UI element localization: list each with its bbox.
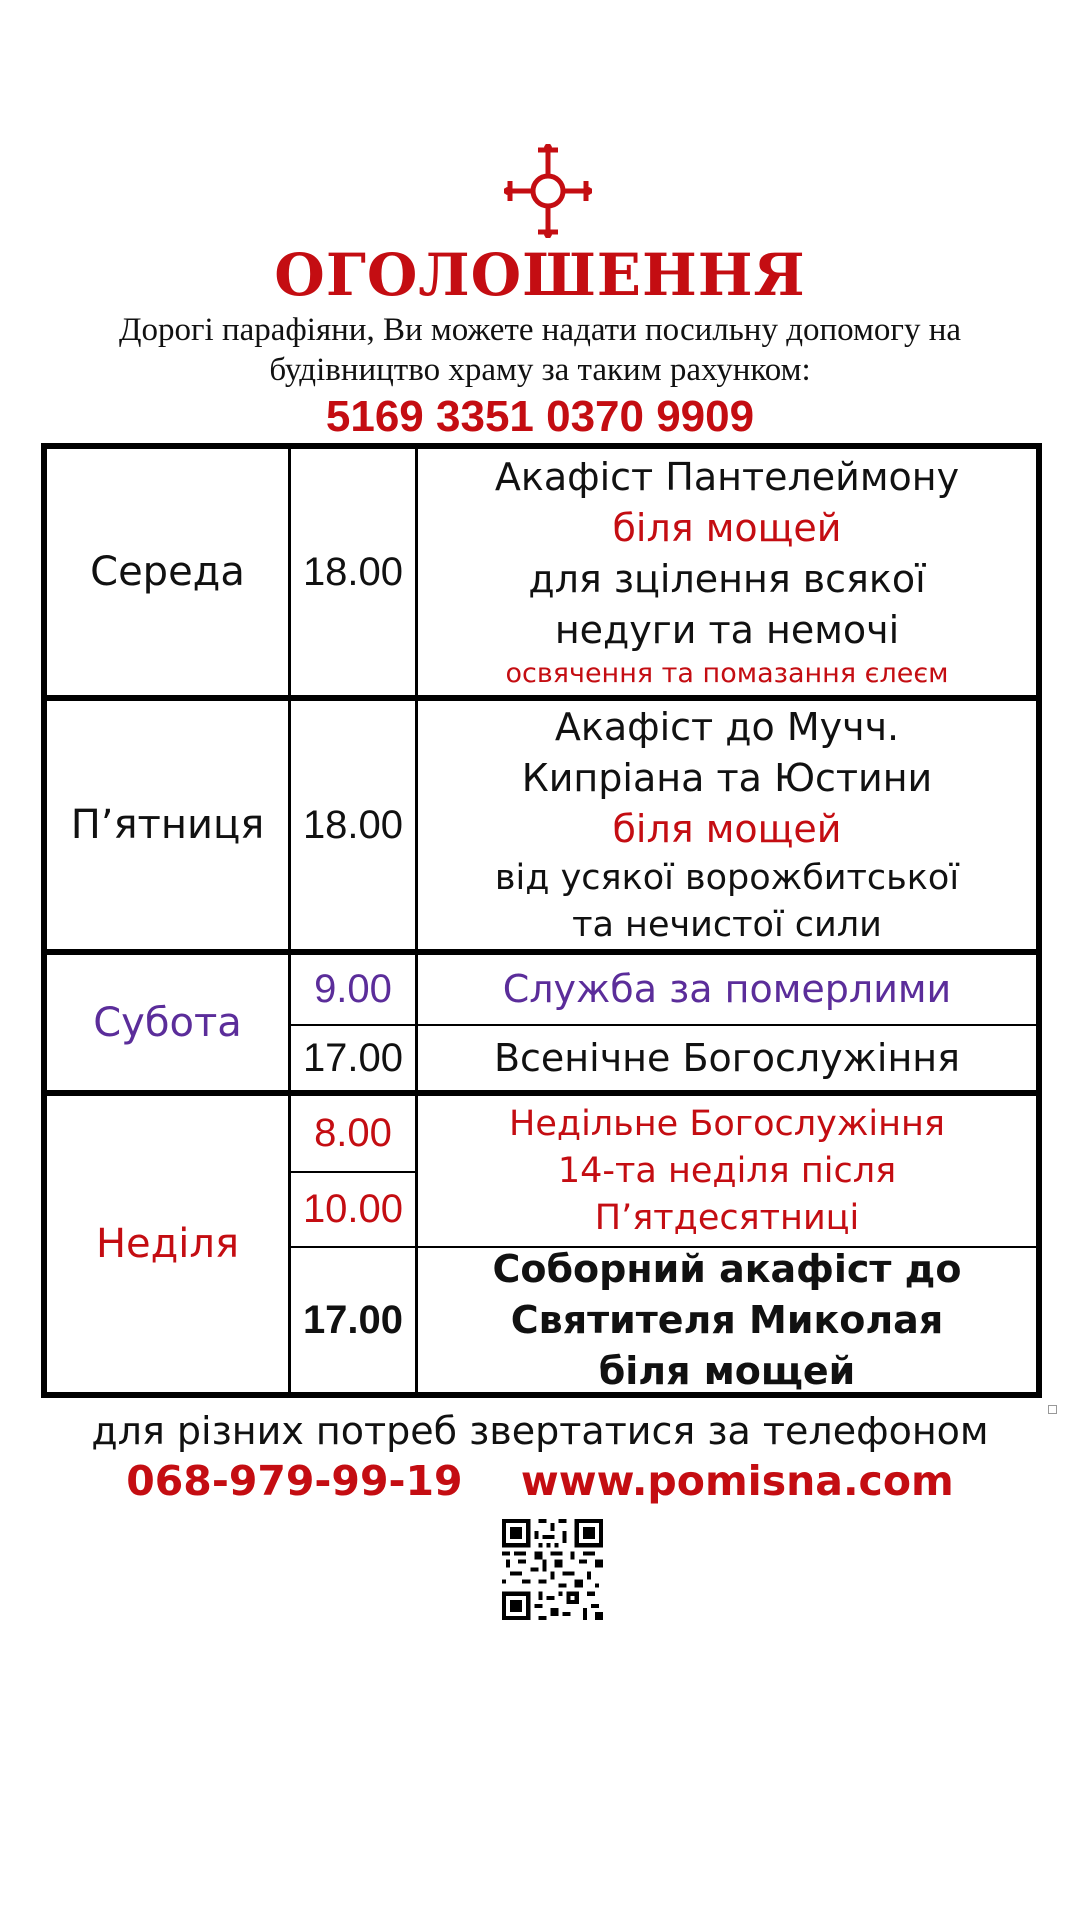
service-line: Соборний акафіст до <box>492 1248 962 1291</box>
time-saturday-evening: 17.00 <box>302 1035 404 1080</box>
service-line: від усякої ворожбитської <box>494 857 960 898</box>
schedule-table <box>41 443 1042 1398</box>
qr-code-icon <box>502 1519 603 1620</box>
service-line: Акафіст Пантелеймону <box>494 455 960 499</box>
website-link[interactable]: www.pomisna.com <box>520 1457 954 1505</box>
service-line: недуги та немочі <box>554 608 900 652</box>
intro-text <box>40 310 1040 390</box>
service-line: біля мощей <box>598 1348 856 1392</box>
intro-line: Дорогі парафіяни, Ви можете надати посильну допомогу на <box>118 312 961 348</box>
day-sunday: Неділя <box>95 1221 240 1267</box>
time-sunday-evening: 17.00 <box>302 1297 404 1342</box>
service-saturday-morning: Служба за померлими <box>502 967 952 1011</box>
time-friday: 18.00 <box>302 802 404 847</box>
time-sunday-2: 10.00 <box>302 1187 404 1231</box>
service-line: 14-та неділя після <box>557 1150 897 1191</box>
service-note: освячення та помазання єлеєм <box>505 658 949 689</box>
service-line: Акафіст до Мучч. <box>554 704 900 749</box>
service-line: біля мощей <box>612 506 842 550</box>
time-sunday-1: 8.00 <box>314 1111 392 1155</box>
service-line: та нечистої сили <box>572 904 882 945</box>
time-saturday-morning: 9.00 <box>314 967 392 1011</box>
service-friday <box>418 701 1036 949</box>
contacts <box>0 1456 1080 1506</box>
service-line: Кипріана та Юстини <box>521 755 933 800</box>
service-sunday-morning <box>418 1096 1036 1246</box>
account-number: 5169 3351 0370 9909 <box>325 392 755 441</box>
day-wednesday: Середа <box>90 549 245 595</box>
service-saturday-evening: Всенічне Богослужіння <box>493 1035 961 1080</box>
day-saturday: Субота <box>93 999 242 1046</box>
intro-line: будівництво храму за таким рахунком: <box>269 352 811 388</box>
service-line: Святителя Миколая <box>510 1297 944 1342</box>
service-wednesday <box>418 449 1036 695</box>
service-line: П’ятдесятниці <box>594 1197 860 1238</box>
day-friday: П’ятниця <box>70 802 265 848</box>
footer-text: для різних потреб звертатися за телефоном <box>91 1409 989 1453</box>
service-line: для зцілення всякої <box>528 557 926 601</box>
service-line: Недільне Богослужіння <box>509 1103 945 1144</box>
time-wednesday: 18.00 <box>302 549 404 594</box>
phone-number[interactable]: 068-979-99-19 <box>126 1457 463 1505</box>
service-sunday-evening <box>418 1248 1036 1392</box>
orthodox-cross-icon <box>502 142 594 240</box>
page-title: ОГОЛОШЕННЯ <box>274 241 806 309</box>
service-line: біля мощей <box>612 806 842 851</box>
